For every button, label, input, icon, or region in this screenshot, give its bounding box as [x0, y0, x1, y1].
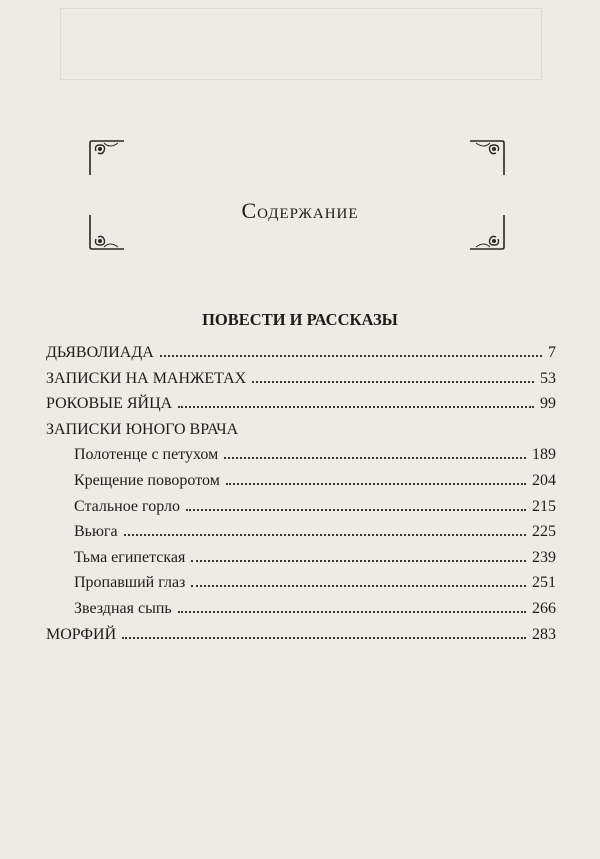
toc-entry-title: Крещение поворотом	[74, 472, 220, 489]
toc-leader-dots	[191, 584, 526, 587]
toc-entry-title: МОРФИЙ	[46, 625, 117, 643]
toc-leader-dots	[160, 354, 542, 357]
toc-leader-dots	[191, 559, 526, 562]
section-title: ПОВЕСТИ И РАССКАЗЫ	[202, 310, 398, 329]
toc-entry-page: 251	[532, 574, 556, 592]
toc-entry-title: Полотенце с петухом	[74, 446, 219, 464]
toc-entry-page: 99	[540, 395, 556, 413]
toc-entry-title: ЗАПИСКИ ЮНОГО ВРАЧА	[46, 420, 239, 438]
toc-entry	[74, 594, 556, 618]
toc-entry-page: 225	[532, 523, 556, 541]
toc-leader-dots	[178, 610, 526, 613]
toc-entry-page: 53	[540, 369, 556, 387]
ornamental-frame	[84, 135, 510, 255]
toc-leader-dots	[178, 405, 534, 408]
toc-entry-page: 215	[532, 497, 556, 515]
toc-entry	[46, 389, 556, 413]
toc-entry	[74, 466, 556, 490]
toc-leader-dots	[252, 380, 534, 383]
toc-entry	[46, 620, 556, 644]
toc-entry	[74, 492, 556, 516]
bleed-through-top	[60, 8, 542, 80]
toc-leader-dots	[124, 533, 526, 536]
toc-entry-title: РОКОВЫЕ ЯЙЦА	[46, 395, 173, 413]
toc-entry-page: 7	[548, 344, 556, 361]
toc-entry	[46, 338, 556, 362]
toc-leader-dots	[186, 508, 526, 511]
toc-entry	[46, 364, 556, 388]
page-title: Содержание	[241, 198, 359, 223]
ornament-top-right-icon	[464, 135, 510, 181]
toc-entry	[46, 415, 556, 439]
toc-entry	[74, 543, 556, 567]
toc-entry	[74, 568, 556, 592]
toc-entry-page: 189	[532, 446, 556, 464]
toc-entry-title: Звездная сыпь	[74, 600, 172, 617]
toc-entry-title: Стальное горло	[74, 497, 180, 515]
toc-leader-dots	[224, 456, 526, 459]
ornament-top-left-icon	[84, 135, 130, 181]
toc-entry-title: ДЬЯВОЛИАДА	[46, 344, 154, 361]
toc-entry	[74, 440, 556, 464]
toc-entry-title: ЗАПИСКИ НА МАНЖЕТАХ	[46, 369, 247, 387]
toc-leader-dots	[226, 482, 526, 485]
toc-entry-page: 283	[532, 625, 556, 643]
toc-entry	[74, 517, 556, 541]
toc-entry-title: Пропавший глаз	[74, 574, 186, 592]
toc-entry-page: 266	[532, 600, 556, 617]
toc-entry-title: Вьюга	[74, 523, 118, 541]
toc-entry-title: Тьма египетская	[74, 548, 186, 566]
bleed-through-bottom	[60, 650, 540, 830]
toc-leader-dots	[122, 636, 526, 639]
toc-entry-page: 239	[532, 548, 556, 566]
toc-entry-page: 204	[532, 472, 556, 489]
